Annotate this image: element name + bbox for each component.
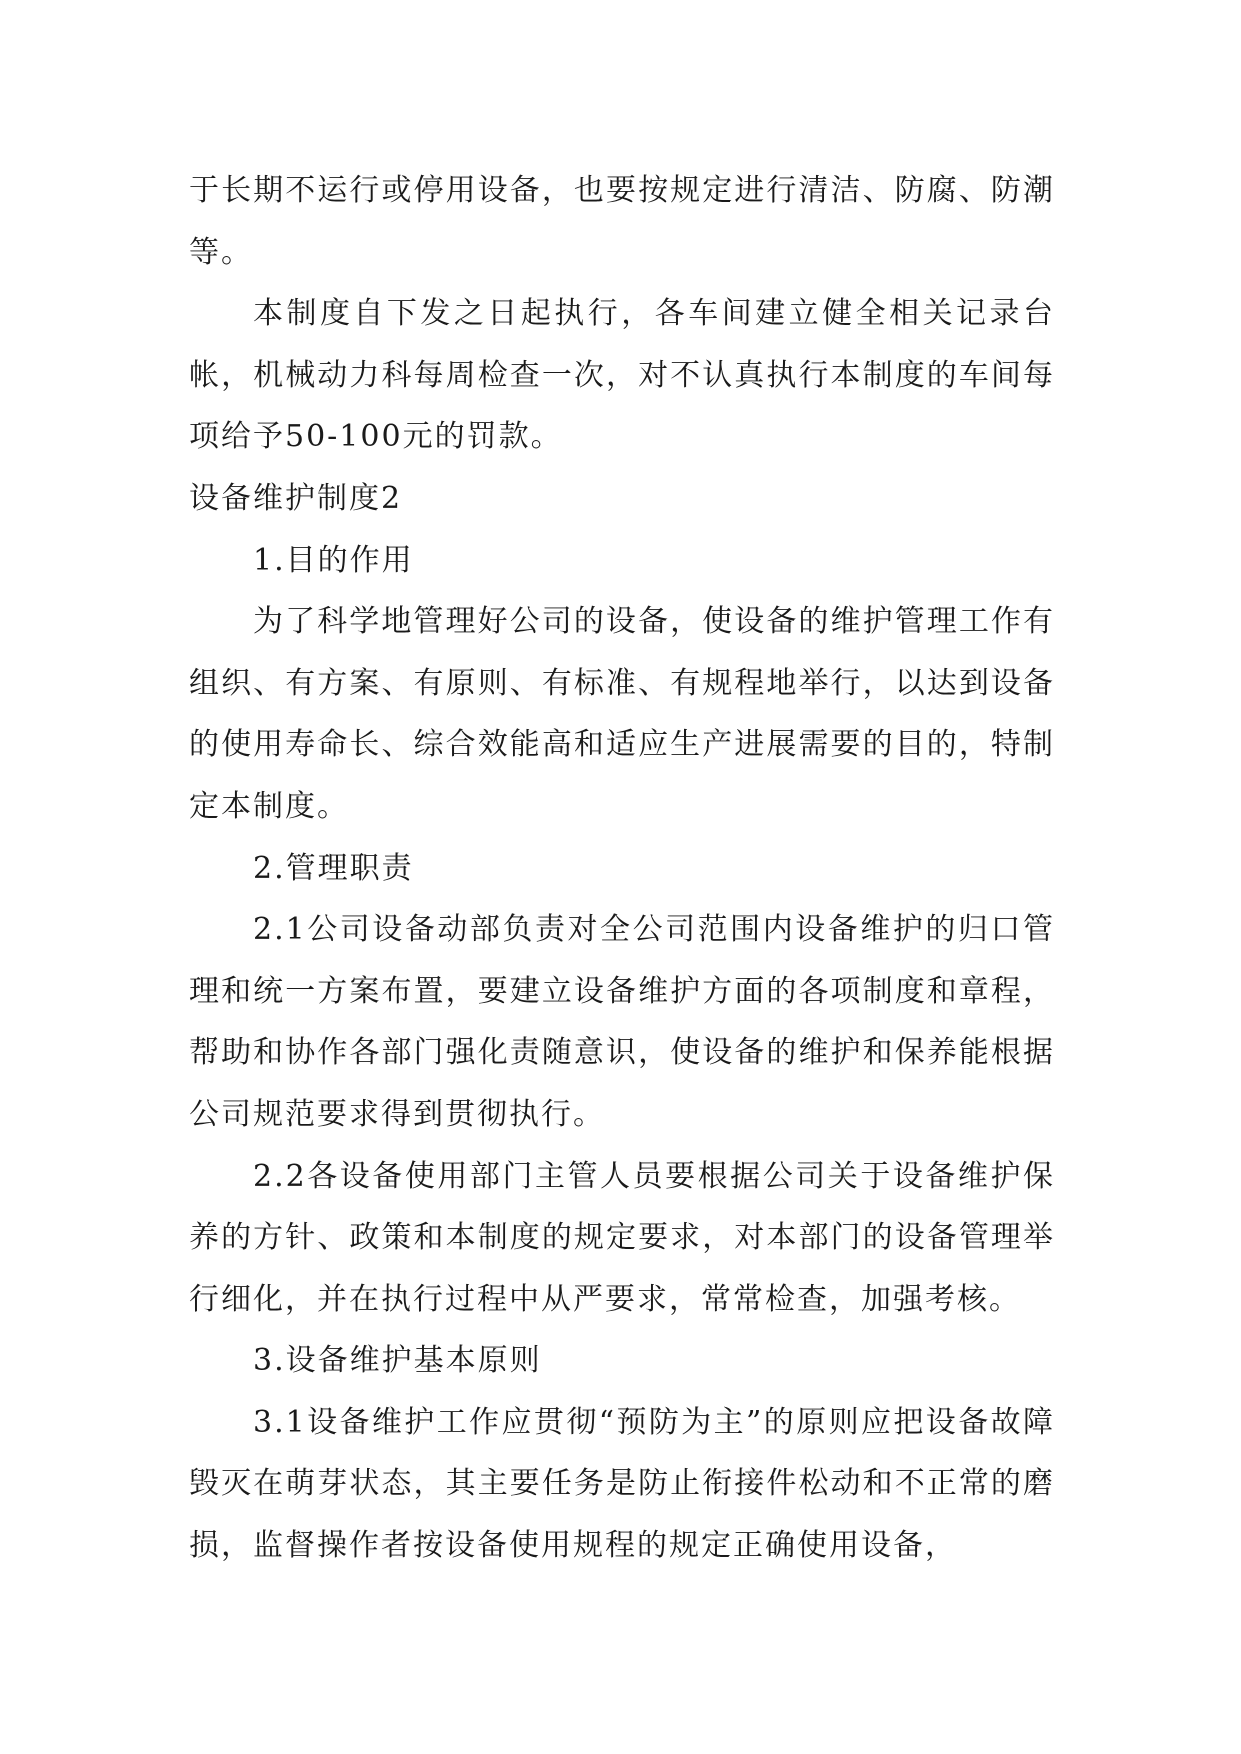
paragraph-duty-2-1: 2.1公司设备动部负责对全公司范围内设备维护的归口管理和统一方案布置，要建立设备维护方面的各项制度和章程，帮助和协作各部门强化责随意识，使设备的维护和保养能根据公司规范要求得到贯彻执行。	[189, 912, 1055, 1132]
heading-purpose: 1.目的作用	[253, 542, 414, 578]
paragraph-cleaning-continuation: 于长期不运行或停用设备，也要按规定进行清洁、防腐、防潮等。	[189, 173, 1055, 270]
section-title-maintenance-system-2: 设备维护制度2	[189, 480, 403, 516]
document-body	[189, 160, 1055, 1577]
paragraph-execution-penalty: 本制度自下发之日起执行，各车间建立健全相关记录台帐，机械动力科每周检查一次，对不认真执行本制度的车间每项给予50-100元的罚款。	[189, 296, 1055, 455]
paragraph-principle-3-1: 3.1设备维护工作应贯彻“预防为主”的原则应把设备故障毁灭在萌芽状态，其主要任务是防止衔接件松动和不正常的磨损，监督操作者按设备使用规程的规定正确使用设备，	[189, 1404, 1055, 1564]
heading-basic-principles: 3.设备维护基本原则	[253, 1343, 542, 1379]
paragraph-purpose-body: 为了科学地管理好公司的设备，使设备的维护管理工作有组织、有方案、有原则、有标准、有规程地举行，以达到设备的使用寿命长、综合效能高和适应生产进展需要的目的，特制定本制度。	[189, 604, 1055, 824]
heading-management-duties: 2.管理职责	[253, 850, 414, 886]
paragraph-duty-2-2: 2.2各设备使用部门主管人员要根据公司关于设备维护保养的方针、政策和本制度的规定要求，对本部门的设备管理举行细化，并在执行过程中从严要求，常常检查，加强考核。	[189, 1158, 1055, 1317]
